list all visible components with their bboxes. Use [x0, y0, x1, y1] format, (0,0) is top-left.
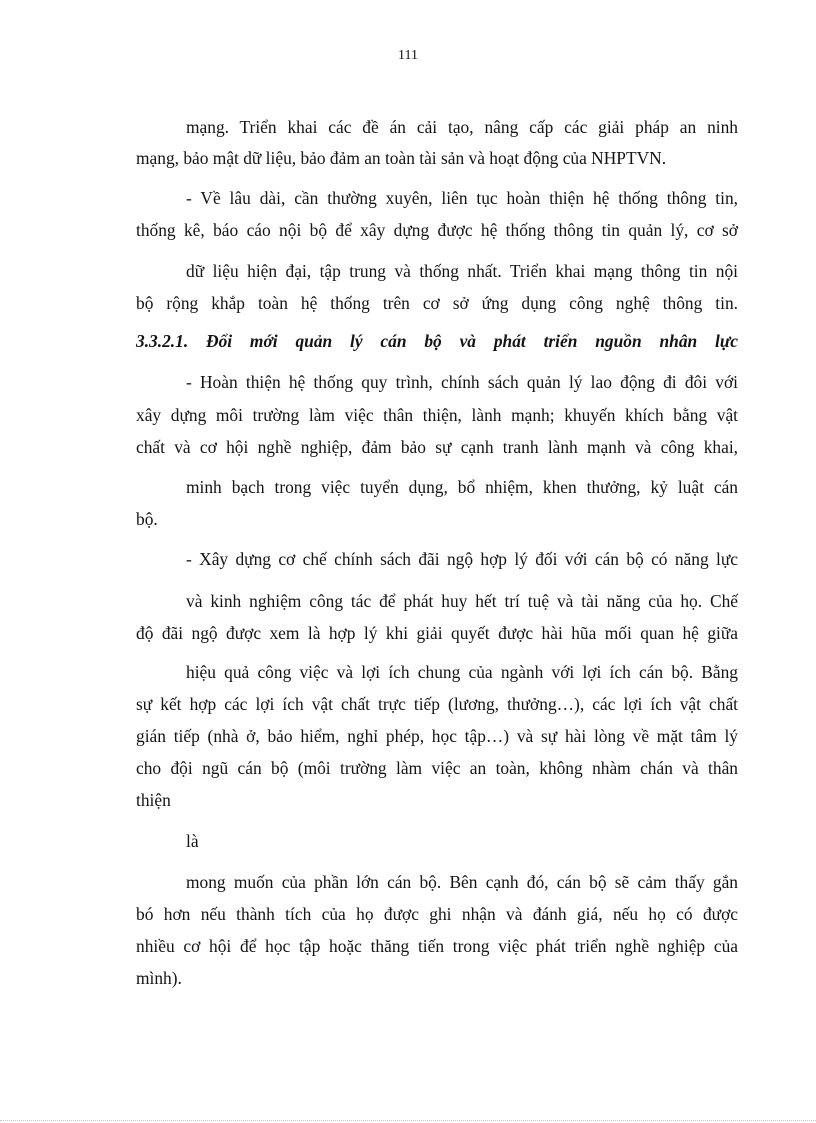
text-line: nhiều cơ hội để học tập hoặc thăng tiến trong việc phát triển nghề nghiệp của [136, 936, 738, 956]
text-line: thống kê, báo cáo nội bộ để xây dựng được hệ thống thông tin quản lý, cơ sở [136, 220, 738, 240]
text-line: mạng, bảo mật dữ liệu, bảo đảm an toàn tài sản và hoạt động của NHPTVN. [136, 148, 667, 168]
text-line: xây dựng môi trường làm việc thân thiện, lành mạnh; khuyến khích bằng vật [136, 405, 738, 425]
text-line: mạng. Triển khai các đề án cải tạo, nâng cấp các giải pháp an ninh [186, 117, 738, 137]
text-line: minh bạch trong việc tuyển dụng, bổ nhiệm, khen thưởng, kỷ luật cán [186, 477, 738, 497]
text-line: bộ. [136, 509, 158, 529]
text-line: chất và cơ hội nghề nghiệp, đảm bảo sự cạnh tranh lành mạnh và công khai, [136, 437, 738, 457]
text-line: gián tiếp (nhà ở, bảo hiểm, nghỉ phép, học tập…) và sự hài lòng về mặt tâm lý [136, 726, 738, 746]
text-line: bó hơn nếu thành tích của họ được ghi nhận và đánh giá, nếu họ có được [136, 904, 738, 924]
text-line: dữ liệu hiện đại, tập trung và thống nhất. Triển khai mạng thông tin nội [186, 261, 738, 281]
text-line: độ đãi ngộ được xem là hợp lý khi giải quyết được hài hũa mối quan hệ giữa [136, 623, 738, 643]
page-bottom-divider [0, 1120, 816, 1121]
text-line: mong muốn của phần lớn cán bộ. Bên cạnh đó, cán bộ sẽ cảm thấy gắn [186, 872, 738, 892]
section-heading: 3.3.2.1. Đổi mới quản lý cán bộ và phát triển nguồn nhân lực [136, 331, 738, 351]
text-line: là [186, 831, 199, 851]
text-line: - Xây dựng cơ chế chính sách đãi ngộ hợp lý đối với cán bộ có năng lực [186, 549, 738, 569]
text-line: - Về lâu dài, cần thường xuyên, liên tục hoàn thiện hệ thống thông tin, [186, 188, 738, 208]
page-number: 111 [398, 48, 418, 63]
text-line: thiện [136, 790, 171, 810]
text-line: mình). [136, 968, 182, 988]
text-line: cho đội ngũ cán bộ (môi trường làm việc an toàn, không nhàm chán và thân [136, 758, 738, 778]
text-line: bộ rộng khắp toàn hệ thống trên cơ sở ứng dụng công nghệ thông tin. [136, 293, 738, 313]
text-line: và kinh nghiệm công tác để phát huy hết trí tuệ và tài năng của họ. Chế [186, 591, 738, 611]
text-line: hiệu quả công việc và lợi ích chung của ngành với lợi ích cán bộ. Bằng [186, 662, 738, 682]
text-line: - Hoàn thiện hệ thống quy trình, chính sách quản lý lao động đi đôi với [186, 372, 738, 392]
text-line: sự kết hợp các lợi ích vật chất trực tiếp (lương, thưởng…), các lợi ích vật chất [136, 694, 738, 714]
